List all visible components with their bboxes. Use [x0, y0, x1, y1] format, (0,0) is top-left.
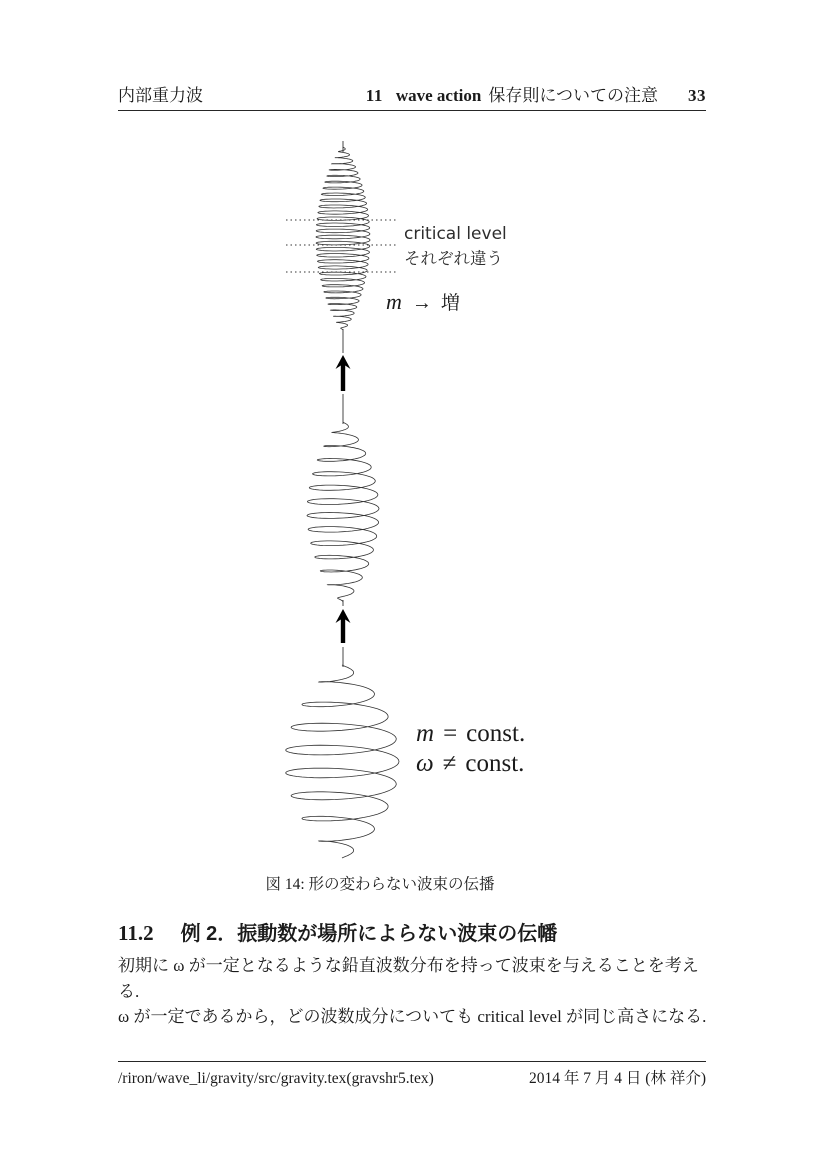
up-arrow-icon: [336, 609, 351, 643]
up-arrow-icon: [336, 355, 351, 391]
right-arrow-icon: →: [411, 292, 432, 314]
wave-packet-middle: [307, 422, 379, 602]
m-const-equation: [416, 719, 525, 749]
omega-const-equation: [416, 749, 525, 779]
m-increase-label: [386, 288, 460, 315]
critical-level-sublabel: それぞれ違う: [404, 249, 503, 268]
wave-packet-top: [316, 147, 370, 330]
omega-variable: ω: [416, 750, 434, 777]
header-section-number: 11: [365, 86, 383, 105]
header-section-title-latin: wave action: [395, 86, 482, 105]
m-variable: m: [416, 720, 435, 747]
section-heading: [118, 917, 557, 946]
header-doc-title: 内部重力波: [118, 86, 203, 105]
m-variable: m: [386, 289, 402, 314]
wave-packet-bottom: [286, 665, 399, 858]
const-text: const.: [466, 720, 526, 747]
constancy-equations: [416, 719, 525, 779]
footer-file-path: /riron/wave_li/gravity/src/gravity.tex(gravshr5.tex): [118, 1070, 434, 1087]
footer-date-author: 2014 年 7 月 4 日 (林 祥介): [529, 1070, 706, 1087]
footer: [118, 1066, 706, 1088]
critical-level-label: critical level: [404, 224, 507, 244]
const-text: const.: [465, 750, 525, 777]
figure-caption: 図 14: 形の変わらない波束の伝播: [265, 876, 495, 893]
body-paragraph: [118, 953, 710, 1030]
body-line: 初期に ω が一定となるような鉛直波数分布を持って波束を与えることを考える.: [118, 956, 699, 1001]
footer-rule: [118, 1061, 706, 1062]
m-increase-text: 増: [440, 293, 460, 314]
not-equals-sign: ≠: [442, 750, 457, 777]
equals-sign: =: [443, 720, 458, 747]
section-title: 例 2．振動数が場所によらない波束の伝幡: [180, 923, 558, 945]
header-page-number: 33: [688, 86, 706, 105]
section-number: 11.2: [118, 921, 154, 945]
body-line: ω が一定であるから，どの波数成分についても critical level が同じ高さになる.: [118, 1007, 707, 1026]
header-section-title-ja: 保存則についての注意: [488, 86, 658, 105]
